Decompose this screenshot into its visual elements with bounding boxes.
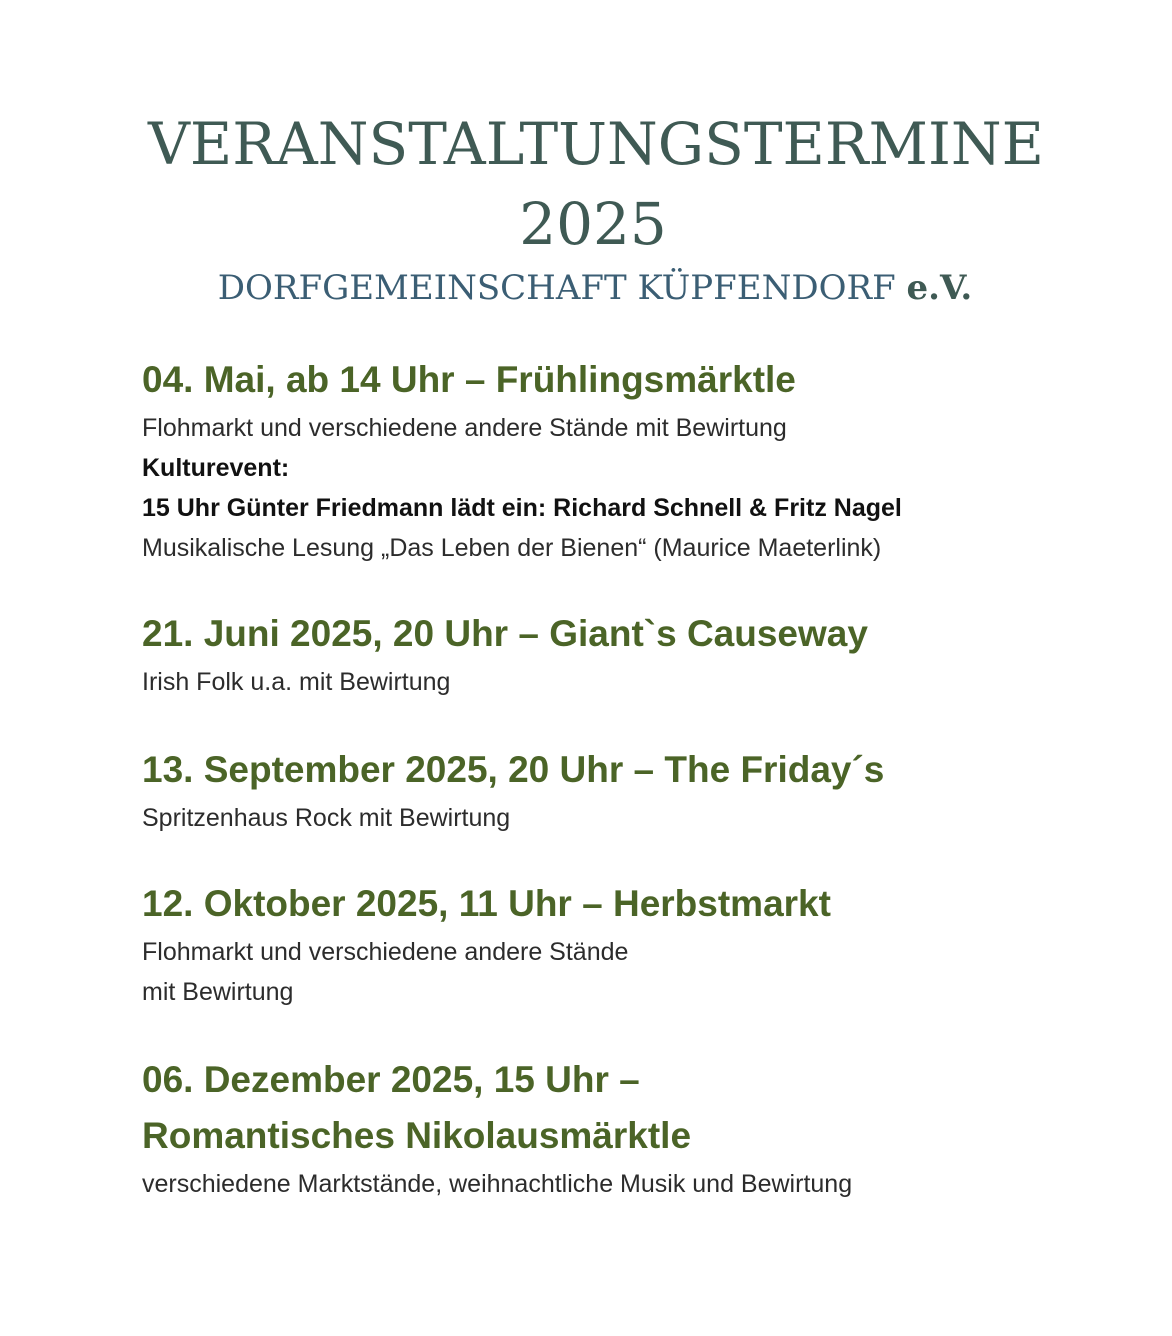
event-extra-title: 15 Uhr Günter Friedmann lädt ein: Richard Schnell & Fritz Nagel [142, 494, 902, 522]
event-description: verschiedene Marktstände, weihnachtliche Musik und Bewirtung [142, 1170, 853, 1198]
event-description: Irish Folk u.a. mit Bewirtung [142, 668, 451, 696]
event-title-line2: Romantisches Nikolausmärktle [142, 1115, 692, 1156]
event-description: Flohmarkt und verschiedene andere Stände mit Bewirtung [142, 414, 787, 442]
page-title-year: 2025 [519, 190, 667, 258]
event-title: 12. Oktober 2025, 11 Uhr – Herbstmarkt [142, 883, 831, 924]
event-item [142, 742, 1102, 838]
event-extra-text: Musikalische Lesung „Das Leben der Bienen“ (Maurice Maeterlink) [142, 534, 882, 562]
event-description: Spritzenhaus Rock mit Bewirtung [142, 804, 511, 832]
organization-name-text: DORFGEMEINSCHAFT KÜPFENDORF [217, 268, 896, 308]
event-title-line1: 06. Dezember 2025, 15 Uhr – [142, 1059, 640, 1100]
event-item [142, 1052, 1102, 1204]
event-item [142, 606, 1102, 702]
event-title: 13. September 2025, 20 Uhr – The Friday´s [142, 749, 885, 790]
event-description-line2: mit Bewirtung [142, 978, 294, 1006]
event-item [142, 876, 1102, 1012]
organization-name [0, 268, 1172, 308]
event-title: 21. Juni 2025, 20 Uhr – Giant`s Causeway [142, 613, 868, 654]
event-extra-label: Kulturevent: [142, 454, 290, 482]
event-title: 04. Mai, ab 14 Uhr – Frühlingsmärktle [142, 359, 796, 400]
event-item [142, 352, 1102, 568]
event-description-line1: Flohmarkt und verschiedene andere Stände [142, 938, 629, 966]
organization-suffix: e.V. [906, 268, 973, 308]
page-title: VERANSTALTUNGSTERMINE [148, 110, 1044, 178]
